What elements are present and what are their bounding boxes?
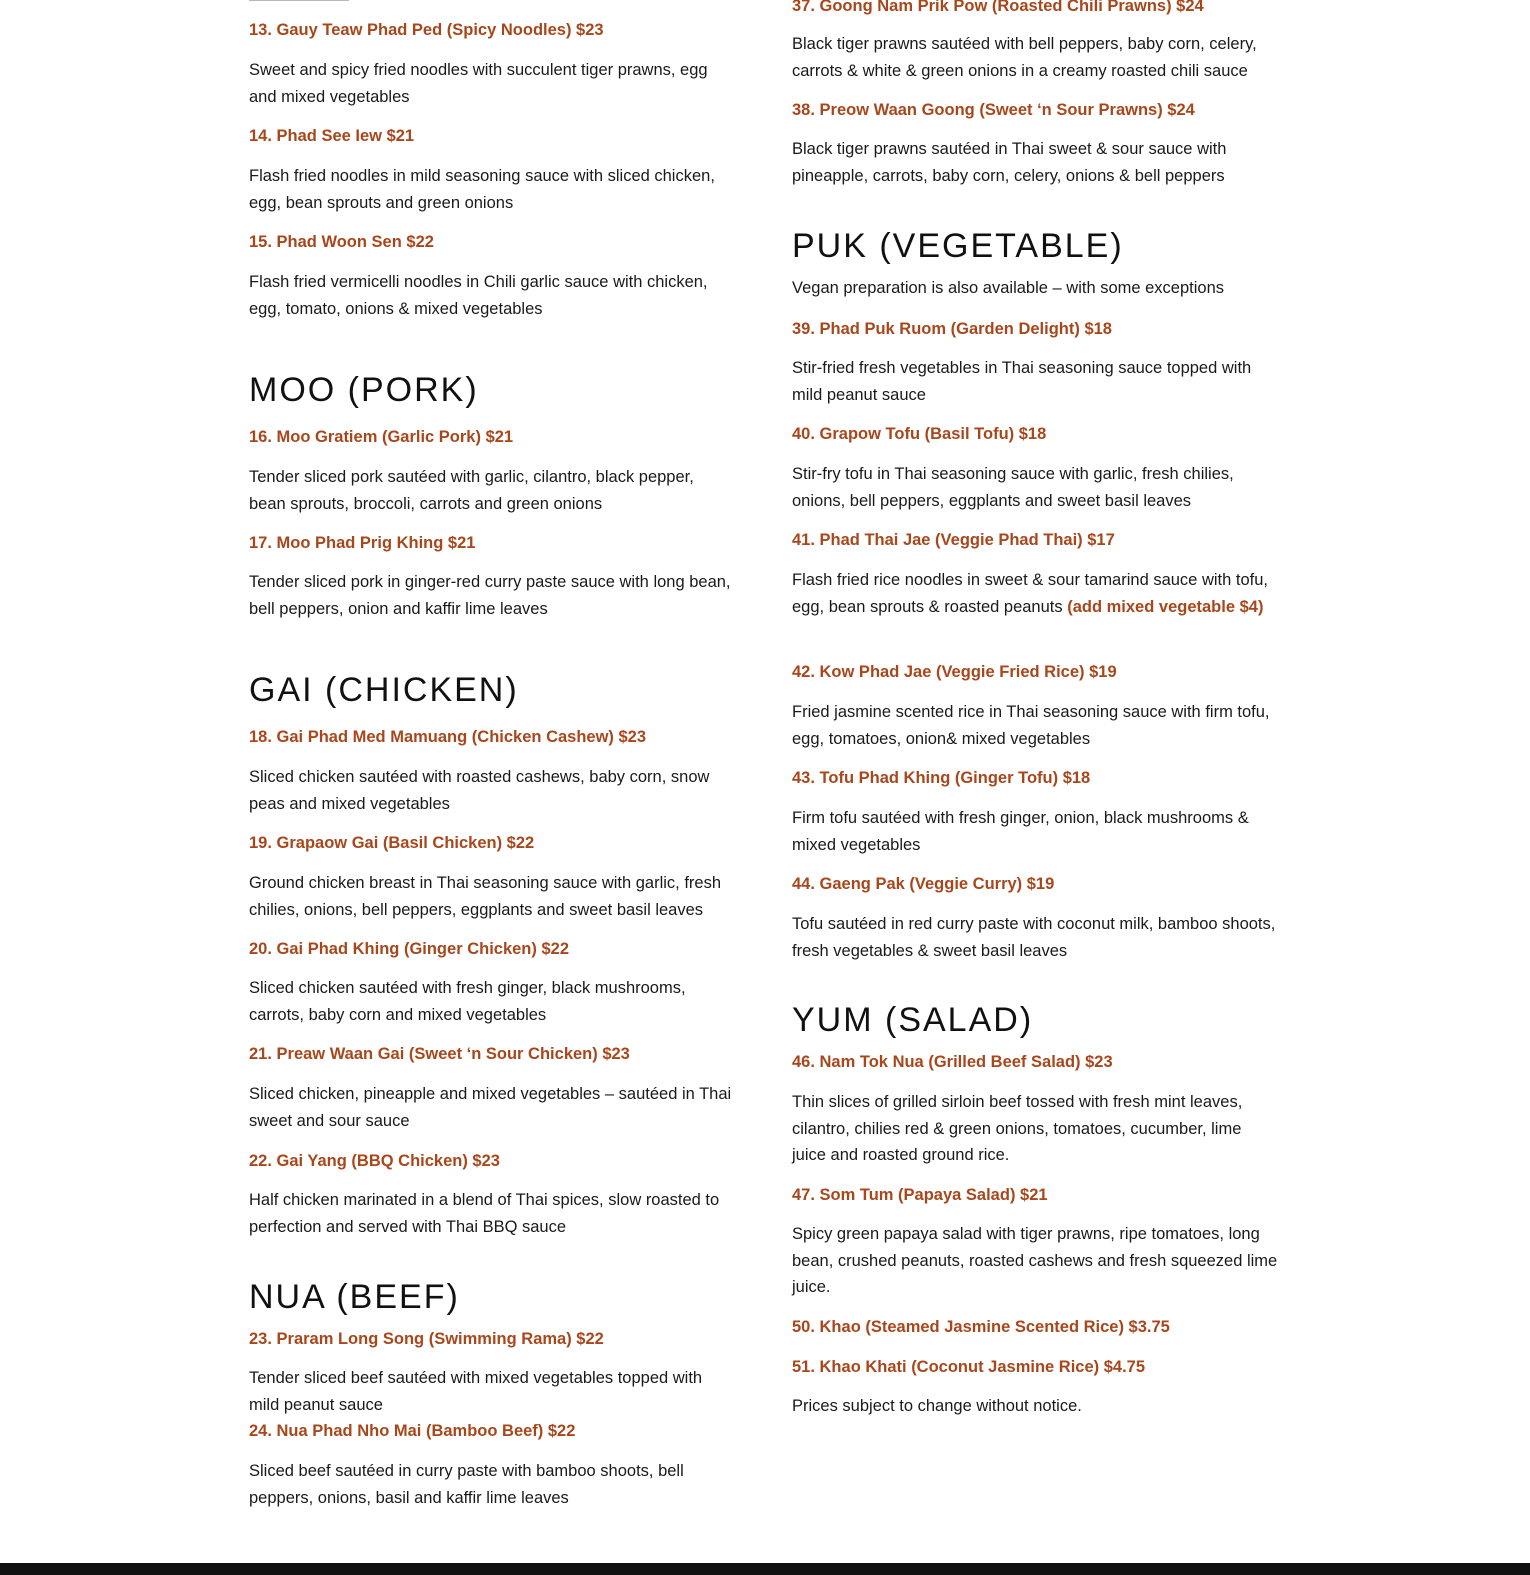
menu-item-description: Tender sliced pork in ginger-red curry paste sauce with long bean, bell peppers, onion and kaffir lime leaves [249, 573, 731, 618]
menu-item-description: Black tiger prawns sautéed with bell peppers, baby corn, celery, carrots & white & green onions in a creamy roasted chili sauce [792, 35, 1257, 80]
menu-item-title: 21. Preaw Waan Gai (Sweet ‘n Sour Chicken) $23 [249, 1045, 630, 1063]
menu-item-description: Sliced chicken sautéed with roasted cashews, baby corn, snow peas and mixed vegetables [249, 768, 710, 813]
menu-item-description: Sliced chicken, pineapple and mixed vegetables – sautéed in Thai sweet and sour sauce [249, 1085, 732, 1130]
menu-item-title: 22. Gai Yang (BBQ Chicken) $23 [249, 1152, 500, 1170]
menu-item-title: 20. Gai Phad Khing (Ginger Chicken) $22 [249, 940, 569, 958]
cut-off-heading-fragment [249, 0, 349, 1]
menu-item-description: Thin slices of grilled sirloin beef tossed with fresh mint leaves, cilantro, chilies red & green onions, tomatoes, cucumber, lime juice and roasted ground rice. [792, 1093, 1243, 1164]
menu-item-title: 19. Grapaow Gai (Basil Chicken) $22 [249, 834, 535, 852]
menu-item-description: Sliced beef sautéed in curry paste with bamboo shoots, bell peppers, onions, basil and kaffir lime leaves [249, 1462, 684, 1507]
menu-item-description: Sliced chicken sautéed with fresh ginger, black mushrooms, carrots, baby corn and mixed vegetables [249, 979, 686, 1024]
section-heading-pork: MOO (PORK) [249, 371, 479, 409]
menu-item-title: 24. Nua Phad Nho Mai (Bamboo Beef) $22 [249, 1422, 576, 1440]
menu-item-title: 37. Goong Nam Prik Pow (Roasted Chili Prawns) $24 [792, 0, 1204, 15]
menu-item-title: 47. Som Tum (Papaya Salad) $21 [792, 1186, 1048, 1204]
section-heading-chicken: GAI (CHICKEN) [249, 671, 519, 709]
menu-item-title: 50. Khao (Steamed Jasmine Scented Rice) $3.75 [792, 1318, 1170, 1336]
menu-item-title: 17. Moo Phad Prig Khing $21 [249, 534, 476, 552]
menu-item-title: 15. Phad Woon Sen $22 [249, 233, 434, 251]
menu-item-description: Black tiger prawns sautéed in Thai sweet & sour sauce with pineapple, carrots, baby corn, celery, onions & bell peppers [792, 140, 1227, 185]
menu-item-description: Firm tofu sautéed with fresh ginger, onion, black mushrooms & mixed vegetables [792, 809, 1249, 854]
description-addon: (add mixed vegetable $4) [1067, 597, 1264, 616]
menu-item-title: 46. Nam Tok Nua (Grilled Beef Salad) $23 [792, 1053, 1113, 1071]
section-note: Vegan preparation is also available – with some exceptions [792, 279, 1225, 297]
menu-item-title: 42. Kow Phad Jae (Veggie Fried Rice) $19 [792, 663, 1117, 681]
menu-item-title: 44. Gaeng Pak (Veggie Curry) $19 [792, 875, 1055, 893]
menu-item-title: 38. Preow Waan Goong (Sweet ‘n Sour Prawns) $24 [792, 101, 1195, 119]
menu-item-description: Tender sliced beef sautéed with mixed vegetables topped with mild peanut sauce [249, 1369, 703, 1414]
menu-item-description: Flash fried vermicelli noodles in Chili garlic sauce with chicken, egg, tomato, onions & mixed vegetables [249, 273, 708, 318]
menu-item-title: 39. Phad Puk Ruom (Garden Delight) $18 [792, 320, 1112, 338]
menu-item-title: 14. Phad See Iew $21 [249, 127, 415, 145]
menu-item-title: 41. Phad Thai Jae (Veggie Phad Thai) $17 [792, 531, 1115, 549]
section-heading-beef: NUA (BEEF) [249, 1278, 460, 1316]
section-heading-salad: YUM (SALAD) [792, 1001, 1034, 1039]
menu-item-title: 18. Gai Phad Med Mamuang (Chicken Cashew) $23 [249, 728, 647, 746]
menu-item-description: Stir-fry tofu in Thai seasoning sauce with garlic, fresh chilies, onions, bell peppers, eggplants and sweet basil leaves [792, 465, 1234, 510]
menu-item-description [792, 567, 1278, 620]
menu-item-title: 13. Gauy Teaw Phad Ped (Spicy Noodles) $23 [249, 21, 604, 39]
menu-item-description: Flash fried noodles in mild seasoning sauce with sliced chicken, egg, bean sprouts and green onions [249, 167, 715, 212]
section-heading-vegetable: PUK (VEGETABLE) [792, 227, 1124, 265]
menu-item-title: 43. Tofu Phad Khing (Ginger Tofu) $18 [792, 769, 1091, 787]
menu-item-description: Tender sliced pork sautéed with garlic, cilantro, black pepper, bean sprouts, broccoli, carrots and green onions [249, 468, 694, 513]
menu-item-description: Sweet and spicy fried noodles with succulent tiger prawns, egg and mixed vegetables [249, 61, 708, 106]
menu-item-description: Fried jasmine scented rice in Thai seasoning sauce with firm tofu, egg, tomatoes, onion& mixed vegetables [792, 703, 1270, 748]
menu-item-description: Tofu sautéed in red curry paste with coconut milk, bamboo shoots, fresh vegetables & sweet basil leaves [792, 915, 1276, 960]
price-footnote: Prices subject to change without notice. [792, 1397, 1082, 1415]
menu-item-title: 16. Moo Gratiem (Garlic Pork) $21 [249, 428, 514, 446]
menu-item-description: Ground chicken breast in Thai seasoning sauce with garlic, fresh chilies, onions, bell peppers, eggplants and sweet basil leaves [249, 874, 722, 919]
menu-item-title: 23. Praram Long Song (Swimming Rama) $22 [249, 1330, 604, 1348]
menu-item-description: Spicy green papaya salad with tiger prawns, ripe tomatoes, long bean, crushed peanuts, roasted cashews and fresh squeezed lime juice. [792, 1225, 1278, 1296]
menu-item-description: Half chicken marinated in a blend of Thai spices, slow roasted to perfection and served with Thai BBQ sauce [249, 1191, 720, 1236]
menu-item-description: Stir-fried fresh vegetables in Thai seasoning sauce topped with mild peanut sauce [792, 359, 1252, 404]
menu-item-title: 40. Grapow Tofu (Basil Tofu) $18 [792, 425, 1047, 443]
description-text: Flash fried rice noodles in sweet & sour tamarind sauce with tofu, egg, bean sprouts & roasted peanuts [792, 571, 1268, 616]
menu-item-title: 51. Khao Khati (Coconut Jasmine Rice) $4.75 [792, 1358, 1146, 1376]
footer-bar [0, 1563, 1530, 1575]
